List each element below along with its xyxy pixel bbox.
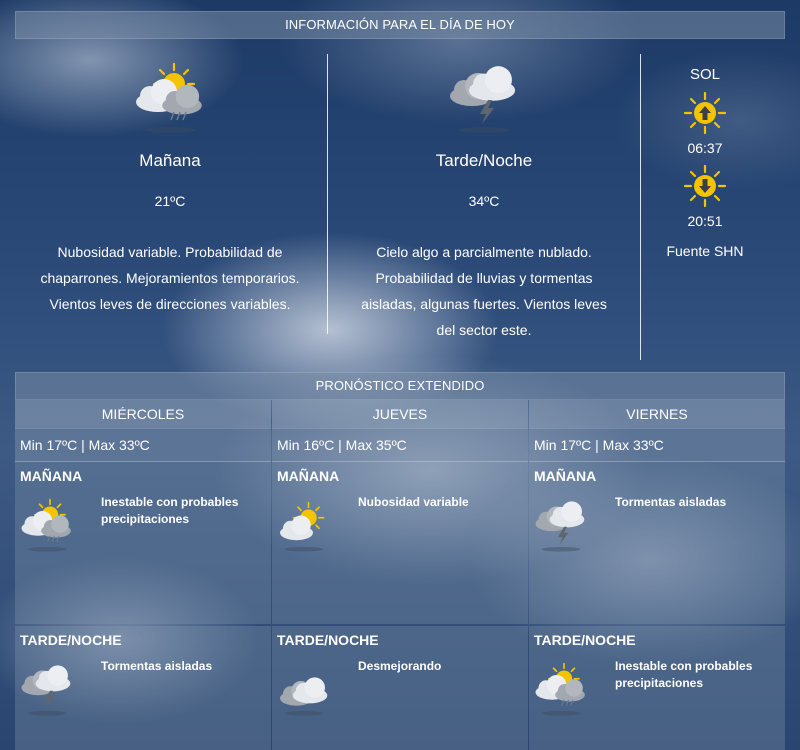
sunset-time: 20:51 <box>687 213 723 229</box>
part-label: TARDE/NOCHE <box>534 632 636 648</box>
afternoon-desc-line: del sector este. <box>436 322 532 338</box>
morning-title: Mañana <box>139 151 201 170</box>
sunrise-time: 06:37 <box>687 140 723 156</box>
day-minmax: Min 16ºC | Max 35ºC <box>272 428 528 462</box>
sun-cloud-icon <box>274 496 334 556</box>
extended-header: PRONÓSTICO EXTENDIDO <box>15 372 785 400</box>
sun-cloud-rain-icon <box>130 60 210 138</box>
today-header: INFORMACIÓN PARA EL DÍA DE HOY <box>15 11 785 39</box>
afternoon-temp: 34ºC <box>468 193 500 209</box>
part-label: MAÑANA <box>20 468 83 484</box>
clouds-icon <box>274 660 334 720</box>
forecast-day <box>272 400 528 750</box>
day-name: MIÉRCOLES <box>15 400 271 428</box>
sol-source: Fuente SHN <box>666 243 744 259</box>
morning-temp: 21ºC <box>154 193 186 209</box>
day-morning <box>15 462 271 624</box>
sun-cloud-rain-icon <box>17 496 77 556</box>
morning-desc-line: Vientos leves de direcciones variables. <box>49 296 291 312</box>
day-name: JUEVES <box>272 400 528 428</box>
morning-desc <box>20 239 320 317</box>
storm-cloud-icon <box>444 60 524 138</box>
part-desc: Desmejorando <box>358 659 442 673</box>
part-label: MAÑANA <box>534 468 597 484</box>
day-night <box>529 626 785 750</box>
afternoon-desc-line: aisladas, algunas fuertes. Vientos leves <box>361 296 607 312</box>
part-label: TARDE/NOCHE <box>20 632 122 648</box>
sunrise-icon <box>683 91 727 135</box>
morning-desc-line: Nubosidad variable. Probabilidad de <box>57 244 283 260</box>
part-desc: Inestable con probables precipitaciones <box>101 495 239 526</box>
day-morning <box>529 462 785 624</box>
part-desc: Nubosidad variable <box>358 495 469 509</box>
part-label: TARDE/NOCHE <box>277 632 379 648</box>
extended-forecast <box>15 400 785 750</box>
afternoon-title: Tarde/Noche <box>435 151 533 170</box>
sun-cloud-rain-icon <box>531 660 591 720</box>
day-night <box>15 626 271 750</box>
today-afternoon <box>334 60 634 343</box>
morning-desc-line: chaparrones. Mejoramientos temporarios. <box>40 270 300 286</box>
sol-title: SOL <box>689 66 720 83</box>
sunset-icon <box>683 164 727 208</box>
afternoon-desc <box>334 239 634 343</box>
part-desc: Tormentas aisladas <box>615 495 727 509</box>
afternoon-desc-line: Probabilidad de lluvias y tormentas <box>375 270 593 286</box>
sol-panel <box>650 66 760 259</box>
part-desc: Inestable con probables precipitaciones <box>615 659 753 690</box>
part-desc: Tormentas aisladas <box>101 659 213 673</box>
sol-divider <box>640 54 641 360</box>
part-label: MAÑANA <box>277 468 340 484</box>
day-name: VIERNES <box>529 400 785 428</box>
storm-cloud-icon <box>17 660 77 720</box>
today-morning <box>20 60 320 317</box>
day-night <box>272 626 528 750</box>
forecast-day <box>529 400 785 750</box>
day-minmax: Min 17ºC | Max 33ºC <box>529 428 785 462</box>
day-morning <box>272 462 528 624</box>
forecast-day <box>15 400 271 750</box>
storm-cloud-icon <box>531 496 591 556</box>
today-divider <box>327 54 328 334</box>
day-minmax: Min 17ºC | Max 33ºC <box>15 428 271 462</box>
afternoon-desc-line: Cielo algo a parcialmente nublado. <box>376 244 592 260</box>
